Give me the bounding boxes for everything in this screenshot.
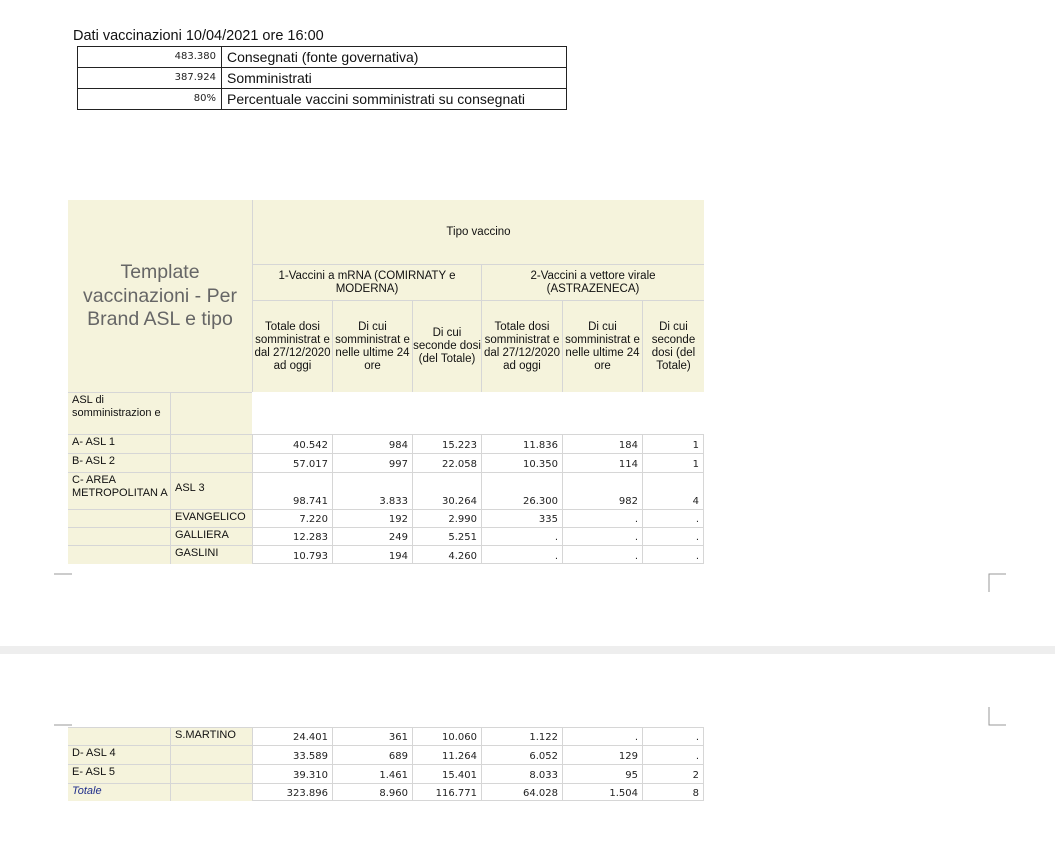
row-asl-label [68, 509, 170, 527]
table-cell: 39.310 [252, 764, 332, 783]
table-cell: 95 [562, 764, 642, 783]
summary-label: Somministrati [222, 68, 567, 89]
row-asl-label [68, 727, 170, 745]
pivot-title: Template vaccinazioni - Per Brand ASL e tipo [83, 261, 237, 330]
table-cell: 361 [332, 727, 412, 745]
summary-table [77, 46, 567, 110]
summary-value: 483.380 [78, 47, 222, 68]
summary-value: 80% [78, 89, 222, 110]
table-cell: 15.401 [412, 764, 481, 783]
row-asl-label: E- ASL 5 [68, 764, 170, 783]
summary-label: Consegnati (fonte governativa) [222, 47, 567, 68]
table-cell: 2 [642, 764, 704, 783]
table-cell: . [481, 527, 562, 545]
row-sub-label [170, 745, 252, 764]
row-sub-label [170, 434, 252, 453]
summary-label: Percentuale vaccini somministrati su consegnati [222, 89, 567, 110]
row-asl-label: D- ASL 4 [68, 745, 170, 764]
page-corner-mark [988, 706, 1006, 726]
table-cell: . [481, 545, 562, 564]
table-cell: . [562, 545, 642, 564]
table-cell: 4 [642, 472, 704, 509]
table-cell: 4.260 [412, 545, 481, 564]
table-cell: . [562, 527, 642, 545]
table-cell: 33.589 [252, 745, 332, 764]
table-cell: 6.052 [481, 745, 562, 764]
table-cell: 114 [562, 453, 642, 472]
table-cell: . [642, 527, 704, 545]
summary-row [78, 89, 567, 110]
row-header-asl: ASL di somministrazion e [68, 392, 170, 434]
row-asl-label: C- AREA METROPOLITAN A [68, 472, 170, 509]
table-cell: 984 [332, 434, 412, 453]
page-corner-mark [54, 573, 72, 593]
table-cell: . [642, 727, 704, 745]
table-cell: . [642, 745, 704, 764]
table-cell: 8.960 [332, 783, 412, 801]
row-sub-label: GASLINI [170, 545, 252, 564]
group-mrna-header: 1-Vaccini a mRNA (COMIRNATY e MODERNA) [252, 264, 481, 300]
table-cell: . [642, 545, 704, 564]
table-cell: 1.504 [562, 783, 642, 801]
table-cell: 10.793 [252, 545, 332, 564]
table-cell: 1 [642, 434, 704, 453]
table-cell: 10.350 [481, 453, 562, 472]
table-cell: . [562, 727, 642, 745]
table-cell: . [642, 509, 704, 527]
table-cell: 12.283 [252, 527, 332, 545]
table-cell: 30.264 [412, 472, 481, 509]
table-cell: 335 [481, 509, 562, 527]
summary-row [78, 47, 567, 68]
col-header: Di cui somministrat e nelle ultime 24 ore [562, 300, 642, 392]
page-separator [0, 646, 1055, 654]
summary-title: Dati vaccinazioni 10/04/2021 ore 16:00 [73, 28, 324, 44]
summary-value: 387.924 [78, 68, 222, 89]
row-asl-label: B- ASL 2 [68, 453, 170, 472]
row-asl-label: Totale [68, 783, 170, 801]
row-sub-label: ASL 3 [170, 472, 252, 509]
table-cell: 689 [332, 745, 412, 764]
table-cell: 22.058 [412, 453, 481, 472]
tipo-vaccino-header: Tipo vaccino [252, 200, 704, 264]
table-cell: 1.122 [481, 727, 562, 745]
col-header: Di cui seconde dosi (del Totale) [642, 300, 704, 392]
table-cell: 997 [332, 453, 412, 472]
table-cell: 64.028 [481, 783, 562, 801]
table-cell: 192 [332, 509, 412, 527]
table-cell: 116.771 [412, 783, 481, 801]
table-cell: 982 [562, 472, 642, 509]
table-cell: 11.264 [412, 745, 481, 764]
table-cell: 1 [642, 453, 704, 472]
row-sub-label [170, 783, 252, 801]
table-cell: 8 [642, 783, 704, 801]
table-cell: 1.461 [332, 764, 412, 783]
table-cell: 7.220 [252, 509, 332, 527]
page-corner-mark [988, 573, 1006, 593]
group-vettore-header: 2-Vaccini a vettore virale (ASTRAZENECA) [481, 264, 704, 300]
table-cell: 26.300 [481, 472, 562, 509]
row-asl-label: A- ASL 1 [68, 434, 170, 453]
table-cell: 2.990 [412, 509, 481, 527]
table-cell: 57.017 [252, 453, 332, 472]
table-cell: 8.033 [481, 764, 562, 783]
table-cell: 5.251 [412, 527, 481, 545]
table-cell: 15.223 [412, 434, 481, 453]
row-sub-label: GALLIERA [170, 527, 252, 545]
row-asl-label [68, 527, 170, 545]
pivot-title-cell [68, 200, 252, 392]
row-sub-label: EVANGELICO [170, 509, 252, 527]
table-cell: 98.741 [252, 472, 332, 509]
row-header-empty [170, 392, 252, 434]
summary-row [78, 68, 567, 89]
table-cell: 24.401 [252, 727, 332, 745]
table-cell: 3.833 [332, 472, 412, 509]
table-cell: 194 [332, 545, 412, 564]
table-cell: 40.542 [252, 434, 332, 453]
page-corner-mark [54, 706, 72, 726]
row-sub-label [170, 453, 252, 472]
row-asl-label [68, 545, 170, 564]
table-cell: . [562, 509, 642, 527]
col-header: Di cui seconde dosi (del Totale) [412, 300, 481, 392]
table-cell: 249 [332, 527, 412, 545]
table-cell: 184 [562, 434, 642, 453]
table-cell: 129 [562, 745, 642, 764]
table-cell: 11.836 [481, 434, 562, 453]
row-sub-label: S.MARTINO [170, 727, 252, 745]
col-header: Di cui somministrat e nelle ultime 24 ore [332, 300, 412, 392]
col-header: Totale dosi somministrat e dal 27/12/2020 ad oggi [252, 300, 332, 392]
table-cell: 323.896 [252, 783, 332, 801]
col-header: Totale dosi somministrat e dal 27/12/2020 ad oggi [481, 300, 562, 392]
table-cell: 10.060 [412, 727, 481, 745]
row-sub-label [170, 764, 252, 783]
